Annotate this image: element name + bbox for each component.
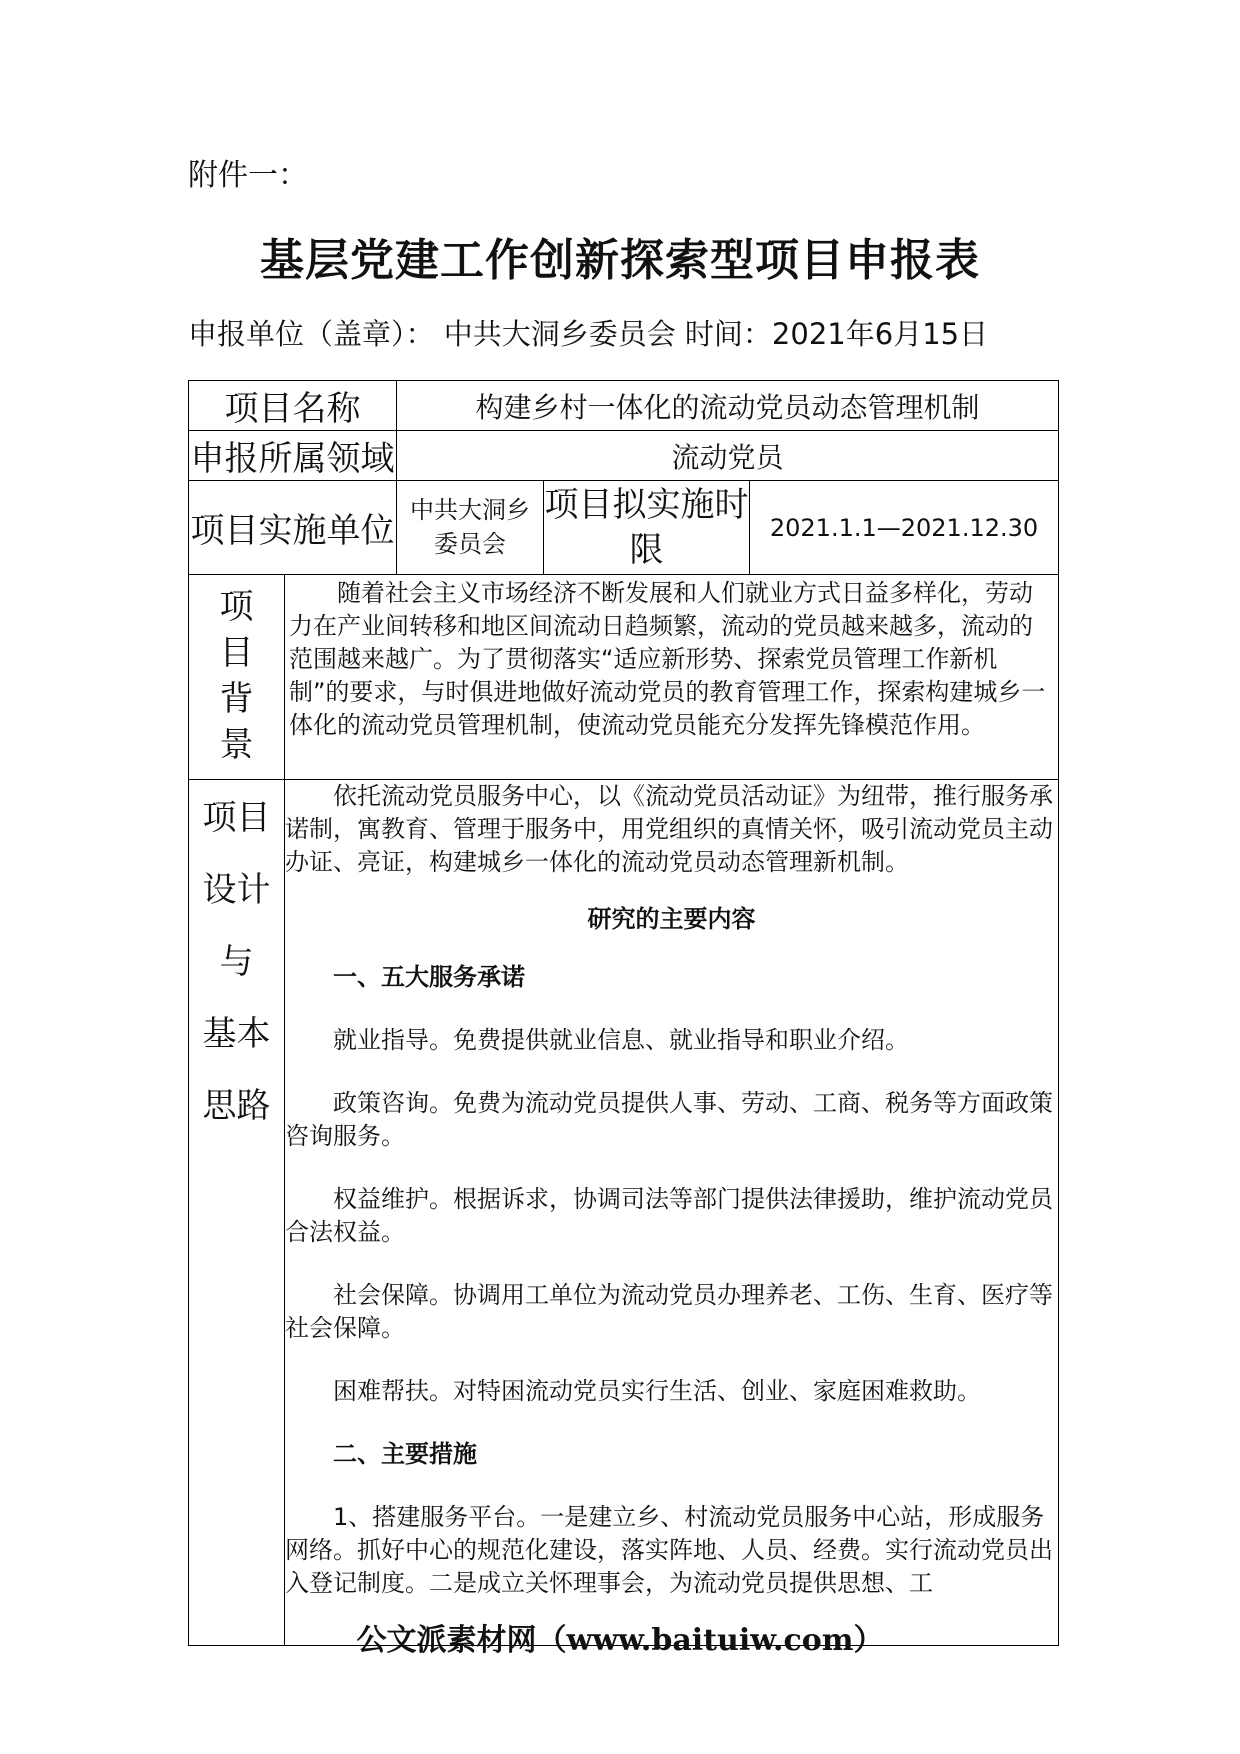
- domain-value: 流动党员: [397, 431, 1059, 481]
- design-intro: 依托流动党员服务中心，以《流动党员活动证》为纽带，推行服务承诺制，寓教育、管理于服务中，用党组织的真情关怀，吸引流动党员主动办证、亮证，构建城乡一体化的流动党员动态管理新机制。: [285, 782, 1053, 876]
- applicant-meta-line: 申报单位（盖章）： 中共大洞乡委员会 时间：2021年6月15日: [188, 317, 989, 351]
- promise-item: 社会保障。协调用工单位为流动党员办理养老、工伤、生育、医疗等社会保障。: [285, 1281, 1053, 1342]
- promise-item: 政策咨询。免费为流动党员提供人事、劳动、工商、税务等方面政策咨询服务。: [285, 1089, 1053, 1150]
- project-name-value: 构建乡村一体化的流动党员动态管理机制: [397, 381, 1059, 431]
- document-title: 基层党建工作创新探索型项目申报表: [260, 235, 980, 286]
- domain-label: 申报所属领域: [189, 431, 397, 481]
- row-unit-period: [189, 481, 1059, 575]
- attachment-label: 附件一：: [188, 158, 308, 193]
- section1-heading: 一、五大服务承诺: [333, 963, 525, 991]
- measure-item: 1、搭建服务平台。一是建立乡、村流动党员服务中心站，形成服务网络。抓好中心的规范化建设，落实阵地、人员、经费。实行流动党员出入登记制度。二是成立关怀理事会，为流动党员提供思想、工: [285, 1503, 1053, 1597]
- row-background: [189, 575, 1059, 780]
- promise-item: 困难帮扶。对特困流动党员实行生活、创业、家庭困难救助。: [333, 1377, 981, 1405]
- background-label: 项目背景: [189, 575, 285, 780]
- row-project-name: [189, 381, 1059, 431]
- footer-watermark: 公文派素材网（www.baituiw.com）: [356, 1623, 884, 1658]
- section2-heading: 二、主要措施: [333, 1440, 477, 1468]
- research-heading: 研究的主要内容: [587, 905, 756, 933]
- background-cell: [285, 575, 1059, 780]
- row-domain: [189, 431, 1059, 481]
- promise-item: 权益维护。根据诉求，协调司法等部门提供法律援助，维护流动党员合法权益。: [285, 1185, 1053, 1246]
- period-value: 2021.1.1—2021.12.30: [750, 481, 1059, 575]
- period-label: 项目拟实施时限: [544, 481, 750, 575]
- design-label: [189, 780, 285, 1646]
- design-label-line: 基本: [202, 1014, 271, 1054]
- design-label-line: 项目: [202, 798, 271, 838]
- design-label-line: 设计: [202, 870, 271, 910]
- design-label-line: 思路: [202, 1086, 271, 1126]
- background-text: 随着社会主义市场经济不断发展和人们就业方式日益多样化，劳动力在产业间转移和地区间流动日趋频繁，流动的党员越来越多，流动的范围越来越广。为了贯彻落实“适应新形势、探索党员管理工作新机制”的要求，与时俱进地做好流动党员的教育管理工作，探索构建城乡一体化的流动党员管理机制，使流动党员能充分发挥先锋模范作用。: [289, 579, 1046, 739]
- project-name-label: 项目名称: [189, 381, 397, 431]
- promise-item: 就业指导。免费提供就业信息、就业指导和职业介绍。: [333, 1026, 909, 1054]
- application-form-table: [188, 380, 1059, 1646]
- unit-value: 中共大洞乡委员会: [397, 481, 544, 575]
- design-cell: [285, 780, 1059, 1646]
- row-design: [189, 780, 1059, 1646]
- design-label-line: 与: [219, 942, 254, 982]
- unit-label: 项目实施单位: [189, 481, 397, 575]
